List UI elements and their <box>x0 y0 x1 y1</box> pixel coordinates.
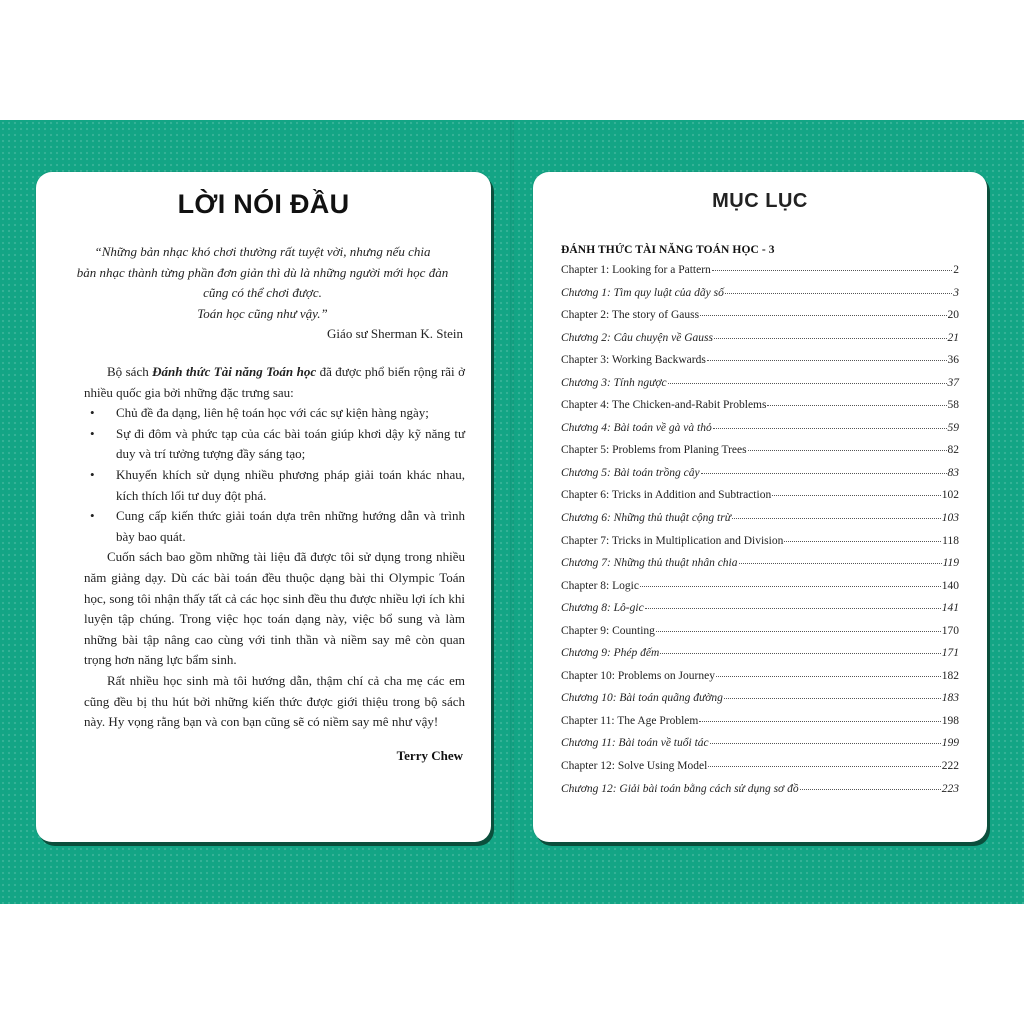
toc-entry <box>561 692 959 715</box>
toc-entry-label: Chapter 7: Tricks in Multiplication and Division <box>561 534 784 547</box>
toc-leader-dots <box>716 676 941 677</box>
toc-page-number: 118 <box>942 534 959 547</box>
toc-page-number: 3 <box>953 286 959 299</box>
toc-page-number: 171 <box>941 647 959 660</box>
table-of-contents <box>561 264 959 805</box>
toc-entry <box>561 625 959 648</box>
toc-entry <box>561 512 959 535</box>
toc-leader-dots <box>748 450 947 451</box>
toc-page-number: 36 <box>947 354 959 367</box>
toc-entry-label: Chương 9: Phép đếm <box>561 647 660 660</box>
preface-title: LỜI NÓI ĐẦU <box>177 189 350 219</box>
toc-leader-dots <box>656 631 941 632</box>
toc-page-number: 119 <box>942 557 959 570</box>
toc-entry-label: Chapter 3: Working Backwards <box>561 354 706 367</box>
toc-entry-label: Chương 3: Tính ngược <box>561 376 667 389</box>
toc-entry <box>561 557 959 580</box>
toc-page-number: 183 <box>941 692 959 705</box>
toc-leader-dots <box>712 270 952 271</box>
toc-entry <box>561 377 959 400</box>
toc-entry-label: Chapter 4: The Chicken-and-Rabit Problems <box>561 399 767 412</box>
toc-leader-dots <box>784 541 941 542</box>
toc-entry <box>561 422 959 445</box>
toc-leader-dots <box>714 338 947 339</box>
epigraph-quote <box>58 242 467 345</box>
toc-entry-label: Chapter 10: Problems on Journey <box>561 669 715 682</box>
toc-page-number: 199 <box>941 737 959 750</box>
body-paragraph: Cuốn sách bao gồm những tài liệu đã được tôi sử dụng trong nhiều năm giảng dạy. Dù các bài toán đều thuộc dạng bài thi Olympic Toán học, song tôi nhận thấy tất cả các học sinh đều thu được nhiều lợi ích khi luyện tập chúng. Trong việc học toán dạng này, việc bổ sung và làm những bài tập nâng cao cùng với tinh thần và niềm say mê còn quan trọng hơn năng lực bẩm sinh. <box>84 549 465 668</box>
toc-page-number: 37 <box>947 376 959 389</box>
toc-page-number: 82 <box>947 444 959 457</box>
toc-leader-dots <box>710 743 941 744</box>
toc-entry <box>561 602 959 625</box>
toc-leader-dots <box>724 698 941 699</box>
quote-author: Giáo sư Sherman K. Stein <box>327 326 463 341</box>
toc-entry-label: Chapter 5: Problems from Planing Trees <box>561 444 747 457</box>
toc-page-number: 223 <box>941 782 959 795</box>
feature-item: • Chủ đề đa dạng, liên hệ toán học với các sự kiện hàng ngày; <box>116 403 465 424</box>
toc-entry <box>561 715 959 738</box>
toc-entry-label: Chương 10: Bài toán quãng đường <box>561 692 723 705</box>
preface-body <box>84 362 465 733</box>
toc-leader-dots <box>739 563 942 564</box>
toc-entry <box>561 354 959 377</box>
quote-line: cũng có thể chơi được. <box>203 285 322 300</box>
feature-item: • Sự đi đôm và phức tạp của các bài toán giúp khơi dậy kỹ năng tư duy và trí tưởng tượng đầy sáng tạo; <box>116 424 465 465</box>
toc-entry <box>561 264 959 287</box>
toc-leader-dots <box>701 473 947 474</box>
intro-text: Bộ sách <box>107 364 153 379</box>
toc-entry-label: Chương 11: Bài toán về tuổi tác <box>561 737 709 750</box>
toc-leader-dots <box>699 721 940 722</box>
toc-leader-dots <box>707 360 947 361</box>
toc-page-number: 140 <box>941 579 959 592</box>
toc-entry-label: Chapter 11: The Age Problem <box>561 714 699 727</box>
toc-leader-dots <box>772 495 941 496</box>
toc-entry <box>561 399 959 422</box>
toc-entry-label: Chương 6: Những thủ thuật cộng trừ <box>561 512 731 525</box>
toc-leader-dots <box>668 383 947 384</box>
author-signature: Terry Chew <box>396 748 463 763</box>
toc-entry <box>561 444 959 467</box>
toc-page-number: 222 <box>941 760 959 773</box>
toc-entry-label: Chapter 9: Counting <box>561 624 655 637</box>
toc-entry-label: Chương 1: Tìm quy luật của dãy số <box>561 286 724 299</box>
toc-leader-dots <box>640 586 941 587</box>
toc-page-number: 141 <box>941 602 959 615</box>
toc-leader-dots <box>708 766 940 767</box>
toc-page-number: 198 <box>941 714 959 727</box>
contents-title: MỤC LỤC <box>712 190 808 212</box>
intro-text: đã được phổ biến rộng rãi ở nhiều quốc gia bởi những đặc trưng sau: <box>84 364 465 400</box>
series-name: Đánh thức Tài năng Toán học <box>152 364 317 379</box>
toc-entry <box>561 332 959 355</box>
toc-leader-dots <box>725 293 952 294</box>
toc-entry-label: Chương 4: Bài toán về gà và thỏ <box>561 421 712 434</box>
quote-line: Toán học cũng như vậy.” <box>197 305 328 321</box>
toc-entry <box>561 287 959 310</box>
toc-page-number: 83 <box>947 466 959 479</box>
toc-entry-label: Chapter 2: The story of Gauss <box>561 309 700 322</box>
toc-entry-label: Chương 7: Những thủ thuật nhân chia <box>561 557 738 570</box>
toc-entry <box>561 760 959 783</box>
toc-entry <box>561 489 959 512</box>
body-paragraph: Rất nhiều học sinh mà tôi hướng dẫn, thậm chí cả cha mẹ các em cũng đều bị thu hút bởi những kiến thức được giới thiệu trong bộ sách này. Hy vọng rằng bạn và con bạn cũng sẽ có niềm say mê như vậy! <box>84 672 465 730</box>
toc-leader-dots <box>660 653 940 654</box>
toc-leader-dots <box>800 789 941 790</box>
toc-entry-label: Chapter 8: Logic <box>561 579 639 592</box>
toc-page-number: 170 <box>941 624 959 637</box>
toc-entry-label: Chương 12: Giải bài toán bằng cách sử dụng sơ đồ <box>561 782 799 795</box>
toc-entry <box>561 535 959 558</box>
quote-line: bản nhạc thành từng phần đơn giản thì dù là những người mới học đàn <box>76 264 449 280</box>
feature-list <box>84 403 465 547</box>
toc-leader-dots <box>732 518 941 519</box>
toc-entry <box>561 783 959 806</box>
preface-page <box>36 172 491 842</box>
toc-page-number: 182 <box>941 669 959 682</box>
toc-entry-label: Chương 5: Bài toán trồng cây <box>561 466 700 479</box>
toc-page-number: 103 <box>941 512 959 525</box>
toc-leader-dots <box>645 608 941 609</box>
toc-leader-dots <box>700 315 946 316</box>
toc-page-number: 59 <box>947 421 959 434</box>
toc-entry <box>561 737 959 760</box>
book-spine <box>510 120 514 904</box>
quote-line: “Những bản nhạc khó chơi thường rất tuyệt vời, nhưng nếu chia <box>94 244 431 259</box>
feature-item: • Khuyến khích sử dụng nhiều phương pháp giải toán khác nhau, kích thích lối tư duy đột phá. <box>116 465 465 506</box>
toc-entry <box>561 647 959 670</box>
toc-entry <box>561 309 959 332</box>
intro-paragraph <box>84 362 465 403</box>
toc-page-number: 20 <box>947 309 959 322</box>
toc-leader-dots <box>713 428 947 429</box>
toc-page-number: 21 <box>947 331 959 344</box>
toc-entry-label: Chương 8: Lô-gic <box>561 602 644 615</box>
toc-page-number: 102 <box>941 489 959 502</box>
contents-page <box>533 172 987 842</box>
toc-entry-label: Chapter 6: Tricks in Addition and Subtraction <box>561 489 772 502</box>
toc-entry <box>561 670 959 693</box>
toc-page-number: 58 <box>947 399 959 412</box>
toc-entry-label: Chapter 12: Solve Using Model <box>561 760 708 773</box>
toc-entry <box>561 580 959 603</box>
toc-entry-label: Chương 2: Câu chuyện về Gauss <box>561 331 713 344</box>
toc-page-number: 2 <box>953 264 959 276</box>
toc-entry <box>561 467 959 490</box>
toc-leader-dots <box>767 405 946 406</box>
toc-entry-label: Chapter 1: Looking for a Pattern <box>561 264 711 276</box>
feature-item: • Cung cấp kiến thức giải toán dựa trên những hướng dẫn và trình bày bao quát. <box>116 506 465 547</box>
book-heading: ĐÁNH THỨC TÀI NĂNG TOÁN HỌC - 3 <box>561 244 775 256</box>
